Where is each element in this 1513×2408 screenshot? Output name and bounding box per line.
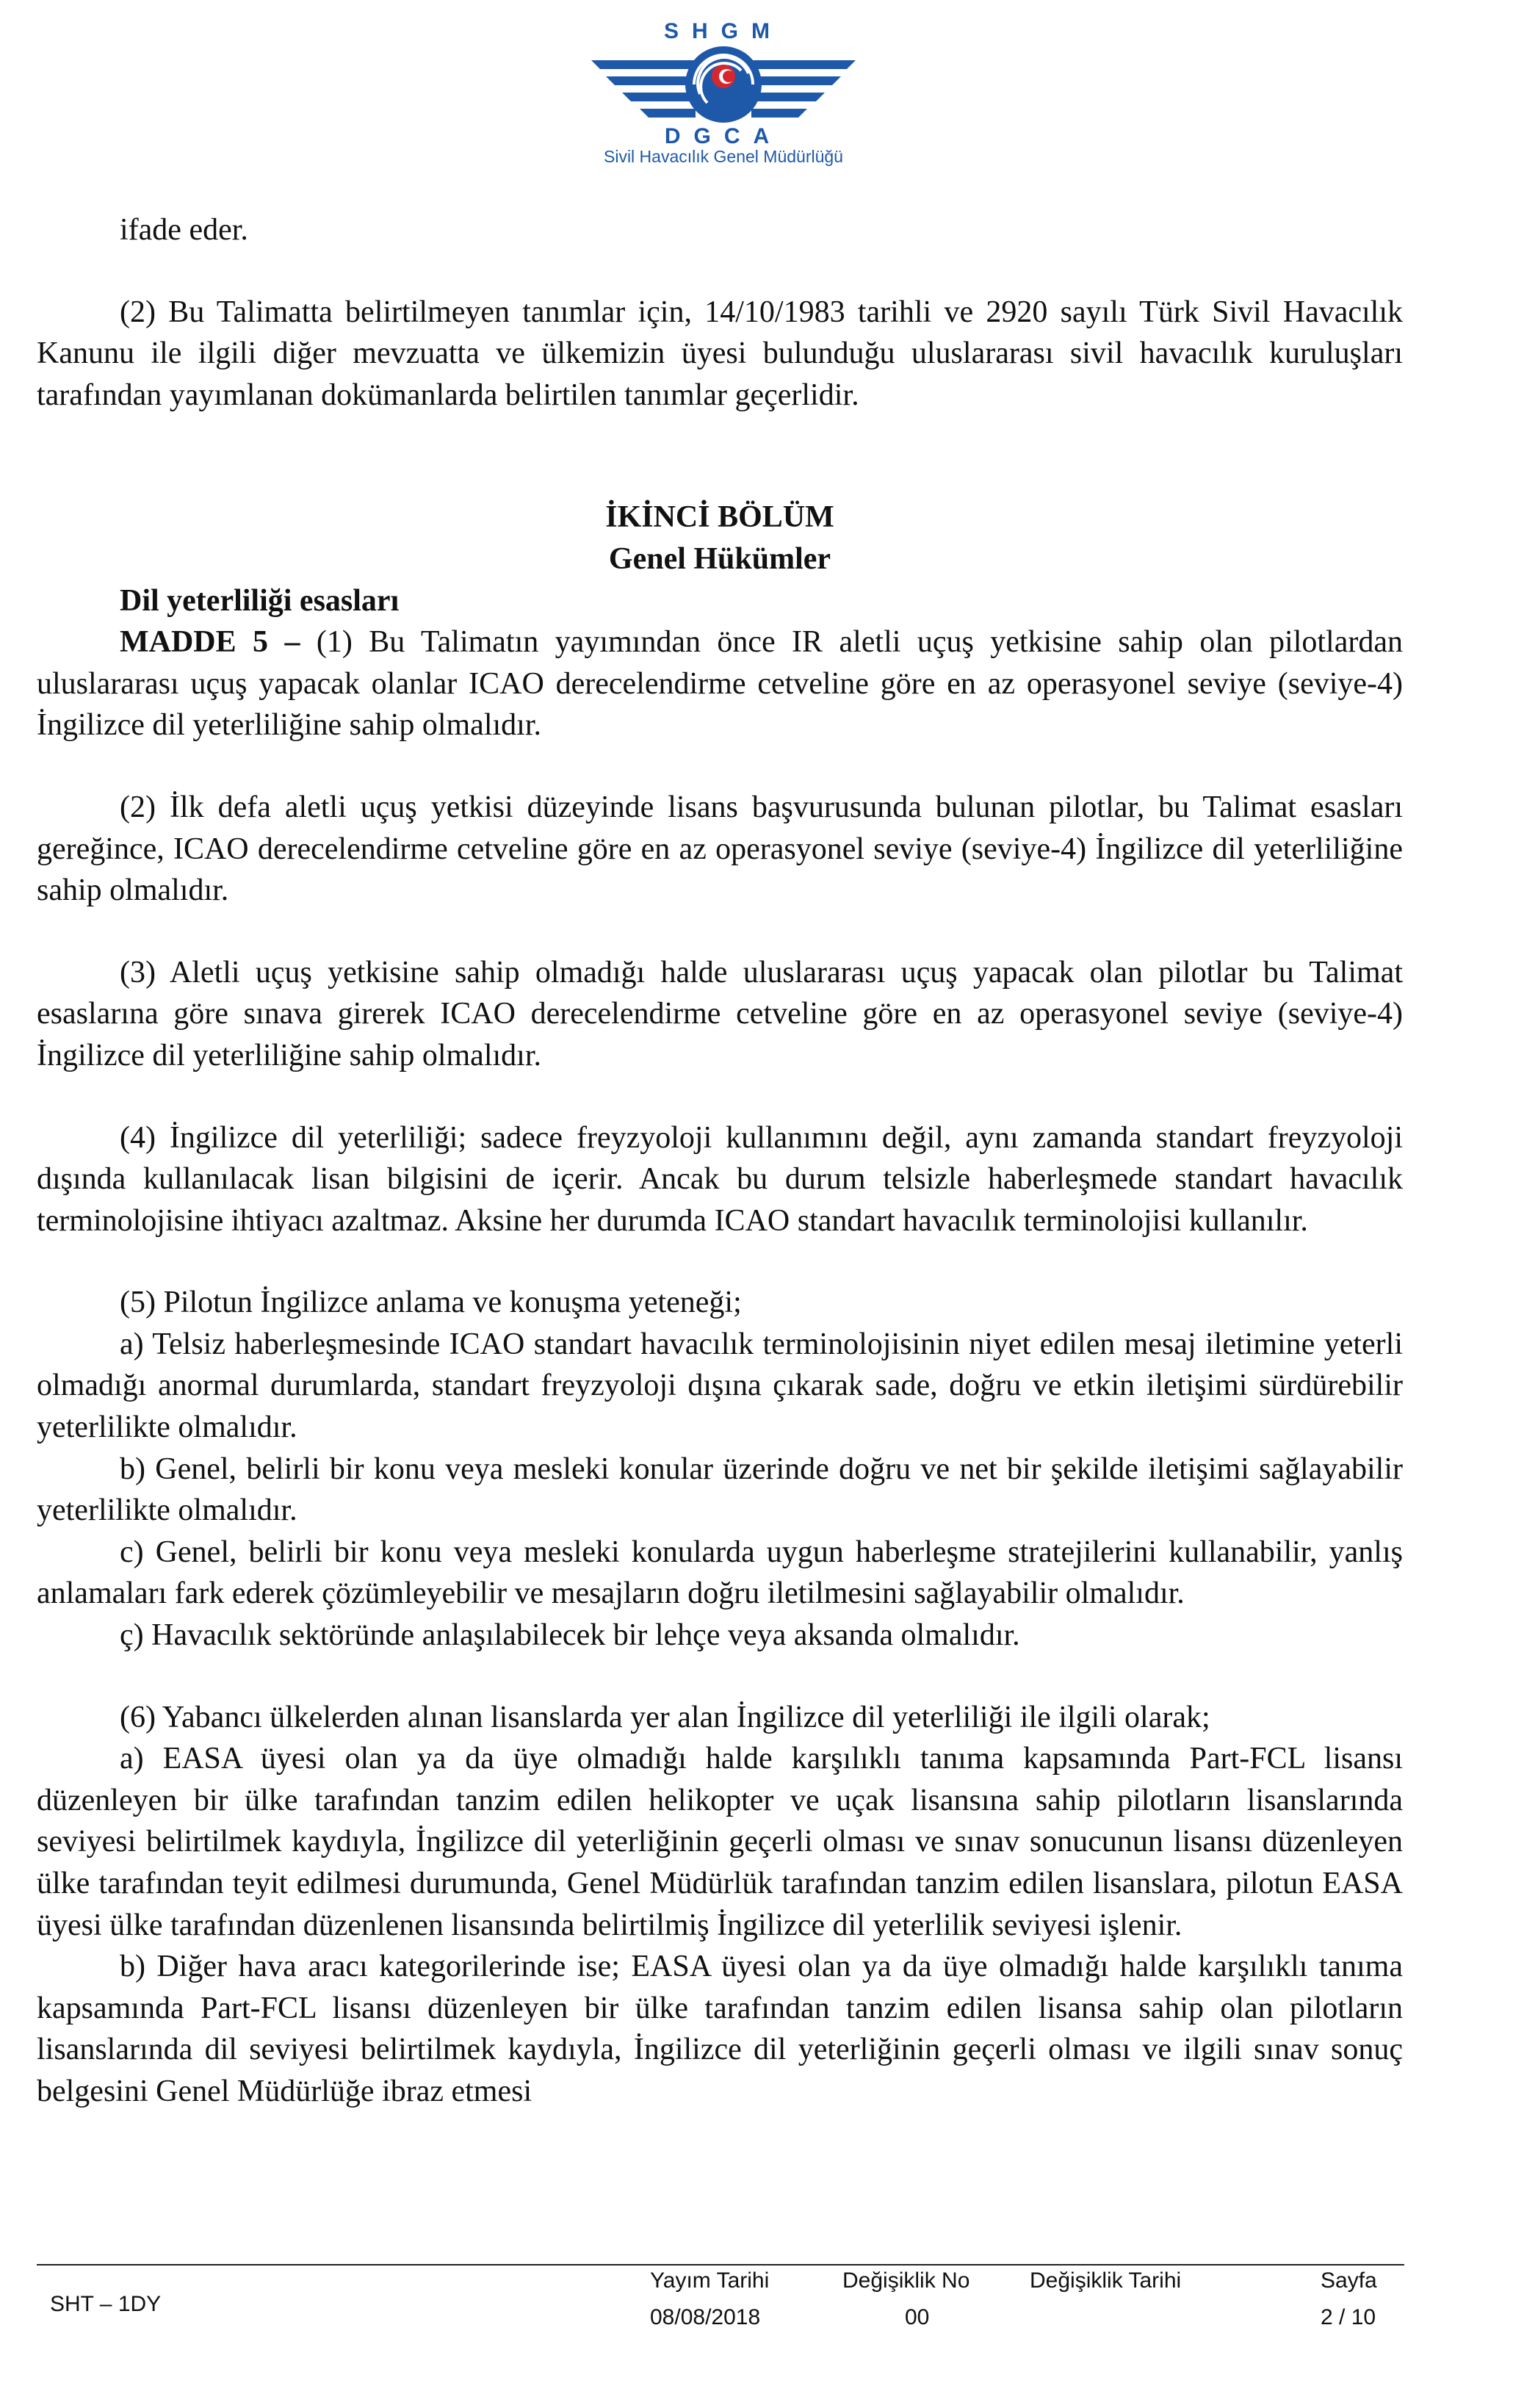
logo-top-text: SHGM	[664, 19, 783, 43]
footer-publish-label: Yayım Tarihi	[650, 2268, 770, 2293]
paragraph-madde5-4: (4) İngilizce dil yeterliliği; sadece freyzyoloji kullanımını değil, aynı zamanda standart freyzyoloji dışında kullanılacak lisan bilgisini de içerir. Ancak bu durum telsizle haberleşmede standart havacılık terminolojisine ihtiyacı azaltmaz. Aksine her durumda ICAO standart havacılık terminolojisi kullanılır.	[37, 1120, 1403, 1238]
section-title: İKİNCİ BÖLÜM	[605, 500, 834, 535]
paragraph-madde5-1	[37, 621, 1403, 746]
paragraph-madde5-6b: b) Diğer hava aracı kategorilerinde ise; EASA üyesi olan ya da üye olmadığı halde karşılıklı tanıma kapsamında Part-FCL lisansı düzenleyen bir ülke tarafından tanzim edilen lisansa sahip olan pilotların lisanslarında dil seviyesi belirtilmek kaydıyla, İngilizce dil yeterliğinin geçerli olması ve ilgili sınav sonuç belgesini Genel Müdürlüğe ibraz etmesi	[37, 1950, 1403, 2108]
logo-caption: Sivil Havacılık Genel Müdürlüğü	[604, 147, 843, 166]
madde5-1-text: (1) Bu Talimatın yayımından önce IR aletli uçuş yetkisine sahip olan pilotlardan uluslararası uçuş yapacak olanlar ICAO derecelendirme cetveline göre en az operasyonel seviye (seviye-4) İngilizce dil yeterliliğine sahip olmalıdır.	[37, 625, 1403, 743]
footer-page-label: Sayfa	[1321, 2268, 1377, 2293]
paragraph-madde5-5: (5) Pilotun İngilizce anlama ve konuşma yeteneği;	[120, 1286, 742, 1320]
paragraph-madde5-2: (2) İlk defa aletli uçuş yetkisi düzeyinde lisans başvurusunda bulunan pilotlar, bu Talimat esasları gereğince, ICAO derecelendirme cetveline göre en az operasyonel seviye (seviye-4) İngilizce dil yeterliliğine sahip olmalıdır.	[37, 790, 1403, 908]
footer-revision-no: 00	[905, 2305, 930, 2329]
paragraph-definitions-2: (2) Bu Talimatta belirtilmeyen tanımlar için, 14/10/1983 tarihli ve 2920 sayılı Türk Sivil Havacılık Kanunu ile ilgili diğer mevzuatta ve ülkemizin üyesi bulunduğu uluslararası sivil havacılık kuruluşları tarafından yayımlanan dokümanlarda belirtilen tanımlar geçerlidir.	[37, 295, 1403, 412]
paragraph-madde5-6: (6) Yabancı ülkelerden alınan lisanslarda yer alan İngilizce dil yeterliliği ile ilgili olarak;	[120, 1700, 1210, 1734]
paragraph-continuation: ifade eder.	[120, 213, 248, 247]
footer-page-value: 2 / 10	[1321, 2305, 1376, 2329]
footer-divider	[37, 2264, 1404, 2265]
footer-publish-date: 08/08/2018	[650, 2305, 761, 2329]
paragraph-madde5-5cc: ç) Havacılık sektöründe anlaşılabilecek bir lehçe veya aksanda olmalıdır.	[120, 1618, 1020, 1653]
paragraph-madde5-5a: a) Telsiz haberleşmesinde ICAO standart havacılık terminolojisinin niyet edilen mesaj iletimine yeterli olmadığı anormal durumlarda, standart freyzyoloji dışına çıkarak sade, doğru ve etkin iletişimi sürdürebilir yeterlilikte olmalıdır.	[37, 1327, 1403, 1445]
paragraph-madde5-3: (3) Aletli uçuş yetkisine sahip olmadığı halde uluslararası uçuş yapacak olan pilotlar bu Talimat esaslarına göre sınava girerek ICAO derecelendirme cetveline göre en az operasyonel seviye (seviye-4) İngilizce dil yeterliliğine sahip olmalıdır.	[37, 955, 1403, 1073]
document-body	[37, 209, 1403, 2113]
article-heading: Dil yeterliliği esasları	[120, 583, 400, 618]
section-subtitle: Genel Hükümler	[608, 541, 831, 576]
footer-doc-code: SHT – 1DY	[50, 2292, 162, 2316]
paragraph-madde5-5b: b) Genel, belirli bir konu veya mesleki konular üzerinde doğru ve net bir şekilde iletişimi sağlayabilir yeterlilikte olmalıdır.	[37, 1452, 1403, 1528]
paragraph-madde5-6a: a) EASA üyesi olan ya da üye olmadığı halde karşılıklı tanıma kapsamında Part-FCL lisansı düzenleyen bir ülke tarafından tanzim edilen helikopter ve uçak lisansına sahip pilotların lisanslarında seviyesi belirtilmek kaydıyla, İngilizce dil yeterliğinin geçerli olması ve sınav sonucunun lisansı düzenleyen ülke tarafından teyit edilmesi durumunda, Genel Müdürlük tarafından tanzim edilen lisanslara, pilotun EASA üyesi ülke tarafından düzenlenen lisansında belirtilmiş İngilizce dil yeterlilik seviyesi işlenir.	[37, 1742, 1403, 1942]
footer-revision-label: Değişiklik No	[842, 2268, 970, 2293]
madde-label: MADDE 5 –	[120, 625, 300, 660]
paragraph-madde5-5c: c) Genel, belirli bir konu veya mesleki konularda uygun haberleşme stratejilerini kullanabilir, yanlış anlamaları fark ederek çözümleyebilir ve mesajların doğru iletilmesini sağlayabilir olmalıdır.	[37, 1535, 1403, 1611]
logo-bottom-text: DGCA	[664, 124, 783, 148]
footer-revision-date-label: Değişiklik Tarihi	[1030, 2268, 1182, 2293]
